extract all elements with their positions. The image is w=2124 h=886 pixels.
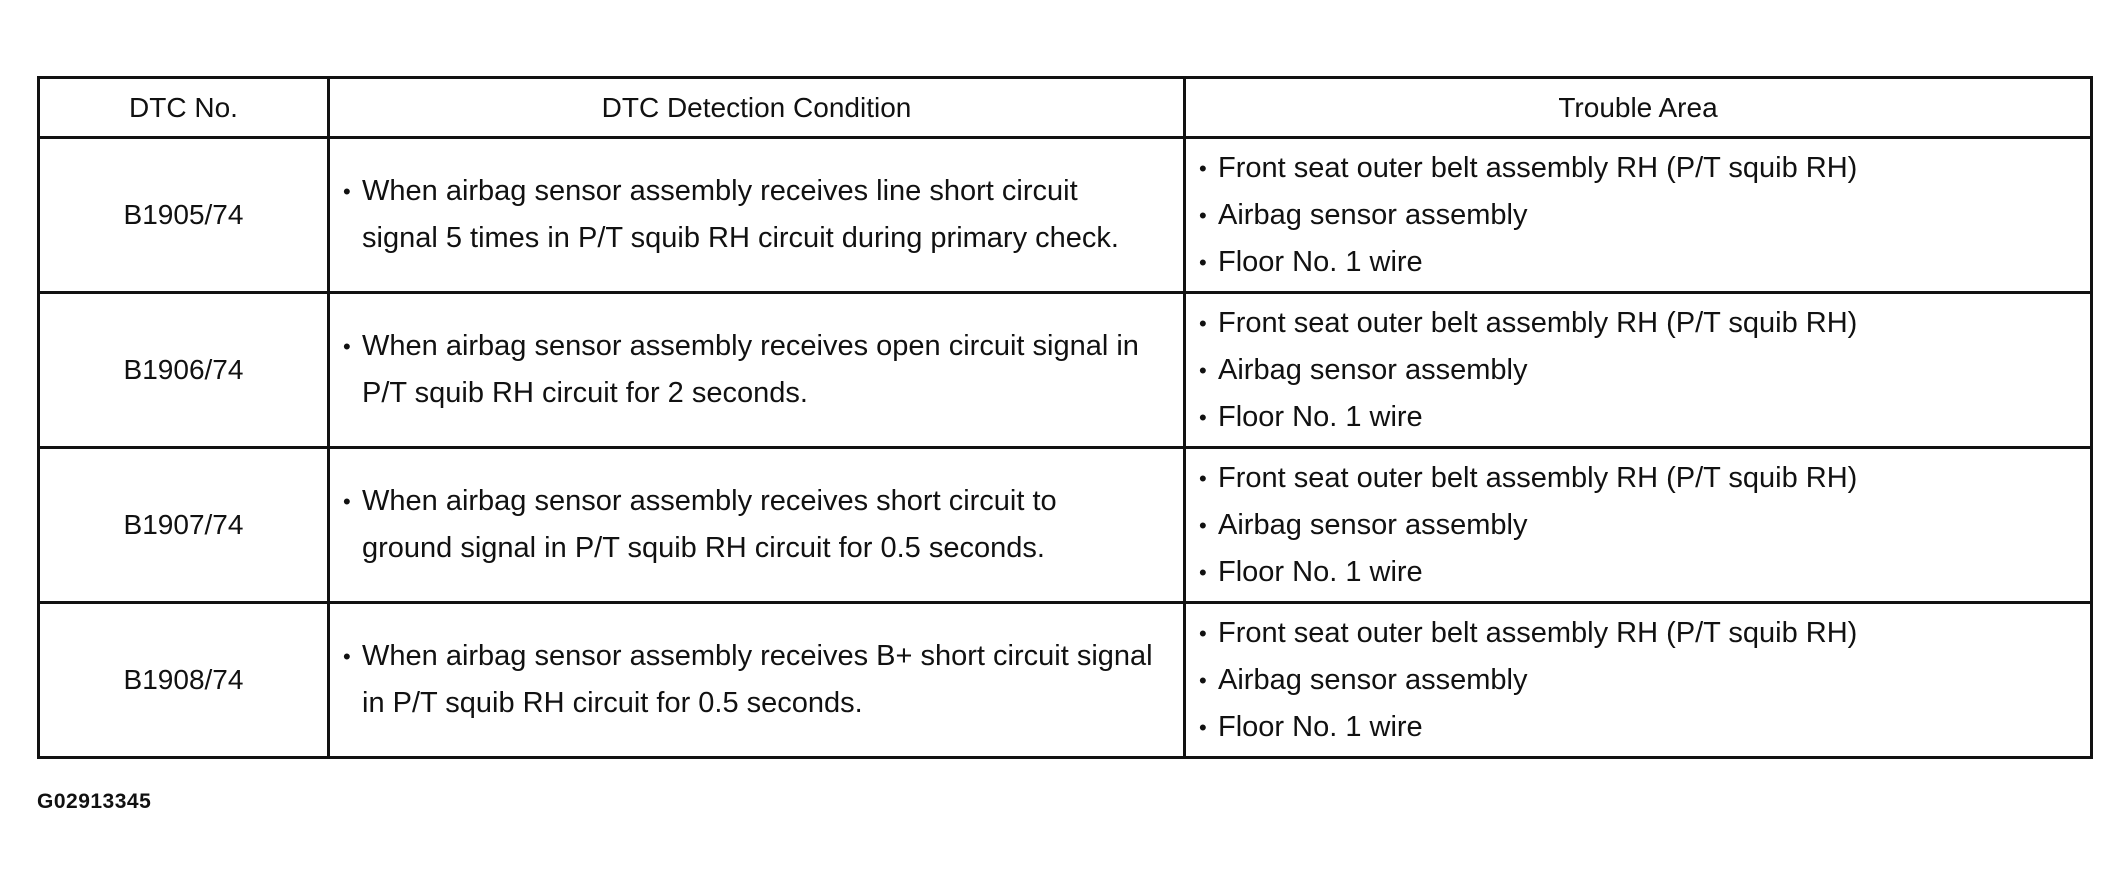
bullet-icon: • (1199, 249, 1207, 275)
bullet-icon: • (343, 179, 351, 204)
trouble-area-item (1199, 610, 2080, 657)
trouble-area-item (1199, 347, 2080, 394)
bullet-icon: • (1199, 465, 1207, 491)
trouble-area-text: Front seat outer belt assembly RH (P/T squib RH) (1218, 306, 1858, 339)
bullet-icon: • (1199, 155, 1207, 181)
condition-item (343, 633, 1173, 727)
detection-condition-cell (329, 448, 1185, 603)
header-row (39, 78, 2092, 138)
condition-item (343, 323, 1173, 417)
trouble-area-item (1199, 455, 2080, 502)
trouble-area-text: Front seat outer belt assembly RH (P/T squib RH) (1218, 461, 1858, 494)
header-detection-condition: DTC Detection Condition (329, 78, 1185, 138)
bullet-icon: • (343, 644, 351, 669)
dtc-code: B1907/74 (39, 448, 329, 603)
trouble-area-text: Airbag sensor assembly (1218, 353, 1528, 386)
table-row (39, 448, 2092, 603)
trouble-area-cell (1185, 138, 2092, 293)
trouble-area-cell (1185, 603, 2092, 758)
trouble-area-text: Airbag sensor assembly (1218, 198, 1528, 231)
trouble-area-item (1199, 657, 2080, 704)
detection-condition-cell (329, 293, 1185, 448)
table-row (39, 603, 2092, 758)
trouble-area-item (1199, 239, 2080, 286)
detection-condition-cell (329, 138, 1185, 293)
bullet-icon: • (343, 489, 351, 514)
header-trouble-area: Trouble Area (1185, 78, 2092, 138)
bullet-icon: • (343, 334, 351, 359)
condition-text: When airbag sensor assembly receives short circuit to ground signal in P/T squib RH circuit for 0.5 seconds. (362, 485, 1057, 564)
trouble-area-item (1199, 300, 2080, 347)
trouble-area-text: Front seat outer belt assembly RH (P/T squib RH) (1218, 616, 1858, 649)
trouble-area-text: Floor No. 1 wire (1218, 245, 1423, 278)
bullet-icon: • (1199, 620, 1207, 646)
trouble-area-text: Front seat outer belt assembly RH (P/T squib RH) (1218, 151, 1858, 184)
bullet-icon: • (1199, 667, 1207, 693)
dtc-code: B1905/74 (39, 138, 329, 293)
bullet-icon: • (1199, 714, 1207, 740)
table-header (39, 78, 2092, 138)
trouble-area-text: Floor No. 1 wire (1218, 710, 1423, 743)
trouble-area-item (1199, 502, 2080, 549)
bullet-icon: • (1199, 310, 1207, 336)
header-dtc-no: DTC No. (39, 78, 329, 138)
trouble-area-cell (1185, 448, 2092, 603)
condition-item (343, 168, 1173, 262)
trouble-area-text: Airbag sensor assembly (1218, 663, 1528, 696)
trouble-area-item (1199, 145, 2080, 192)
bullet-icon: • (1199, 202, 1207, 228)
figure-code: G02913345 (37, 790, 152, 813)
condition-text: When airbag sensor assembly receives B+ short circuit signal in P/T squib RH circuit for 0.5 seconds. (362, 640, 1153, 719)
bullet-icon: • (1199, 512, 1207, 538)
trouble-area-text: Floor No. 1 wire (1218, 555, 1423, 588)
trouble-area-item (1199, 192, 2080, 239)
condition-text: When airbag sensor assembly receives open circuit signal in P/T squib RH circuit for 2 seconds. (362, 330, 1139, 409)
bullet-icon: • (1199, 357, 1207, 383)
table-body (39, 138, 2092, 758)
detection-condition-cell (329, 603, 1185, 758)
dtc-code: B1908/74 (39, 603, 329, 758)
bullet-icon: • (1199, 404, 1207, 430)
bullet-icon: • (1199, 559, 1207, 585)
table-row (39, 293, 2092, 448)
trouble-area-item (1199, 394, 2080, 441)
condition-text: When airbag sensor assembly receives line short circuit signal 5 times in P/T squib RH circuit during primary check. (362, 175, 1119, 254)
trouble-area-item (1199, 549, 2080, 596)
dtc-code: B1906/74 (39, 293, 329, 448)
condition-item (343, 478, 1173, 572)
trouble-area-item (1199, 704, 2080, 751)
table-row (39, 138, 2092, 293)
trouble-area-text: Floor No. 1 wire (1218, 400, 1423, 433)
trouble-area-text: Airbag sensor assembly (1218, 508, 1528, 541)
dtc-table (37, 76, 2093, 759)
trouble-area-cell (1185, 293, 2092, 448)
